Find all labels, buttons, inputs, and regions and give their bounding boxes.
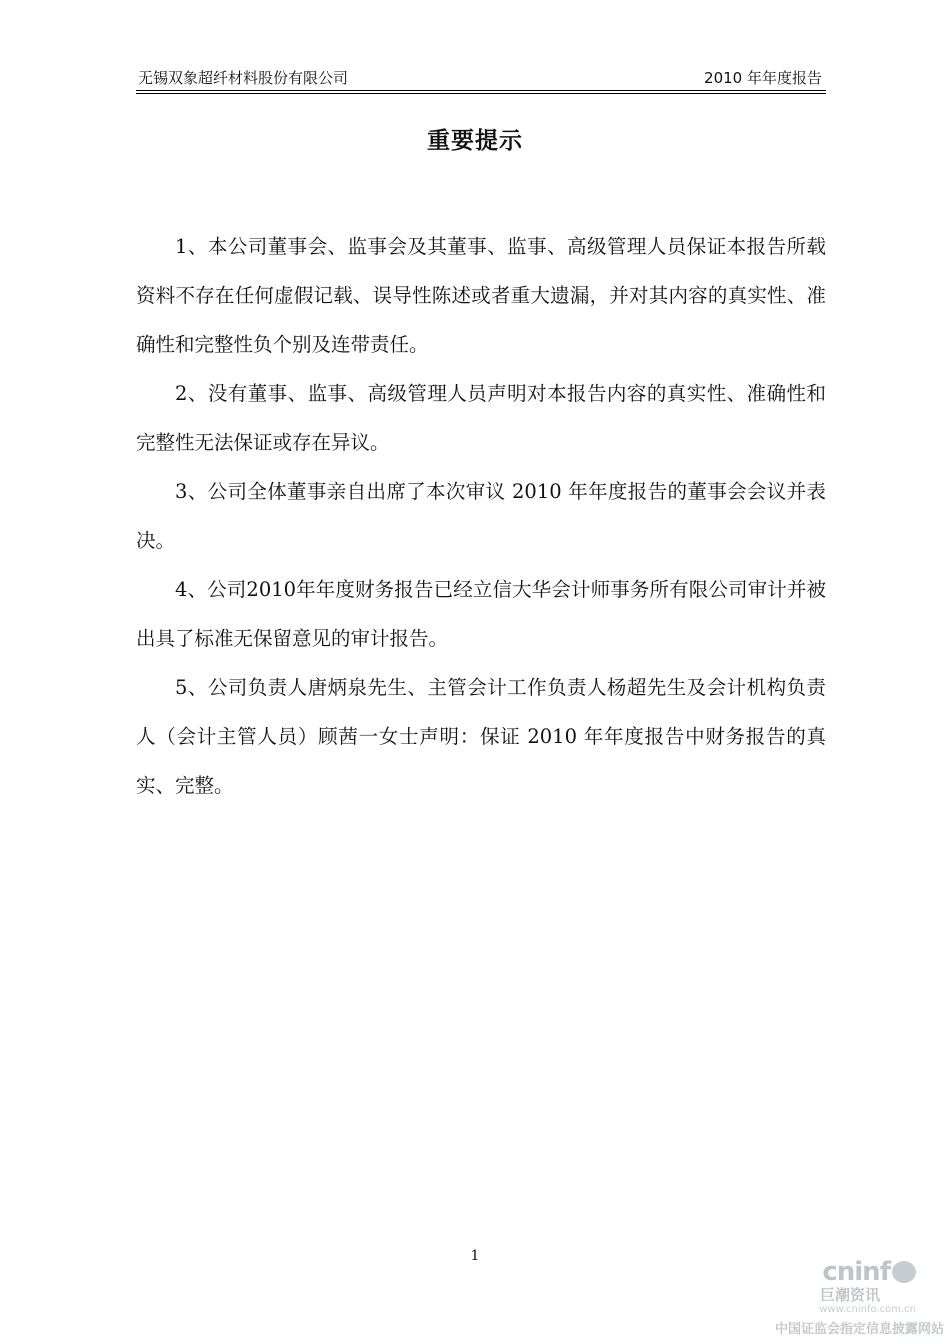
notice-paragraph-1: 1、本公司董事会、监事会及其董事、监事、高级管理人员保证本报告所载资料不存在任何虚假记载、误导性陈述或者重大遗漏，并对其内容的真实性、准确性和完整性负个别及连带责任。	[136, 235, 826, 356]
page-header	[136, 64, 826, 91]
notice-paragraph-5: 5、公司负责人唐炳泉先生、主管会计工作负责人杨超先生及会计机构负责人（会计主管人员）顾茜一女士声明：保证 2010 年年度报告中财务报告的真实、完整。	[136, 676, 826, 797]
cninfo-watermark	[786, 1258, 916, 1318]
cninfo-name: 巨潮资讯	[819, 1286, 880, 1304]
page-title: 重要提示	[427, 128, 523, 154]
cninfo-url: www.cninfo.com.cn	[819, 1304, 916, 1315]
header-divider	[136, 93, 826, 94]
cninfo-logo	[786, 1258, 916, 1286]
cninfo-swirl-icon	[892, 1261, 916, 1283]
notice-paragraph-3: 3、公司全体董事亲自出席了本次审议 2010 年年度报告的董事会会议并表决。	[136, 480, 826, 552]
disclosure-site-strip: 中国证监会指定信息披露网站	[774, 1322, 944, 1337]
notice-paragraph-2: 2、没有董事、监事、高级管理人员声明对本报告内容的真实性、准确性和完整性无法保证或存在异议。	[136, 382, 826, 454]
notice-body	[136, 222, 826, 810]
page-number: 1	[470, 1248, 480, 1264]
header-report-title: 2010 年年度报告	[704, 69, 822, 87]
cninfo-logo-text: cninf	[822, 1257, 890, 1287]
notice-paragraph-4: 4、公司2010年年度财务报告已经立信大华会计师事务所有限公司审计并被出具了标准无保留意见的审计报告。	[136, 578, 826, 650]
header-company-name: 无锡双象超纤材料股份有限公司	[138, 69, 349, 87]
